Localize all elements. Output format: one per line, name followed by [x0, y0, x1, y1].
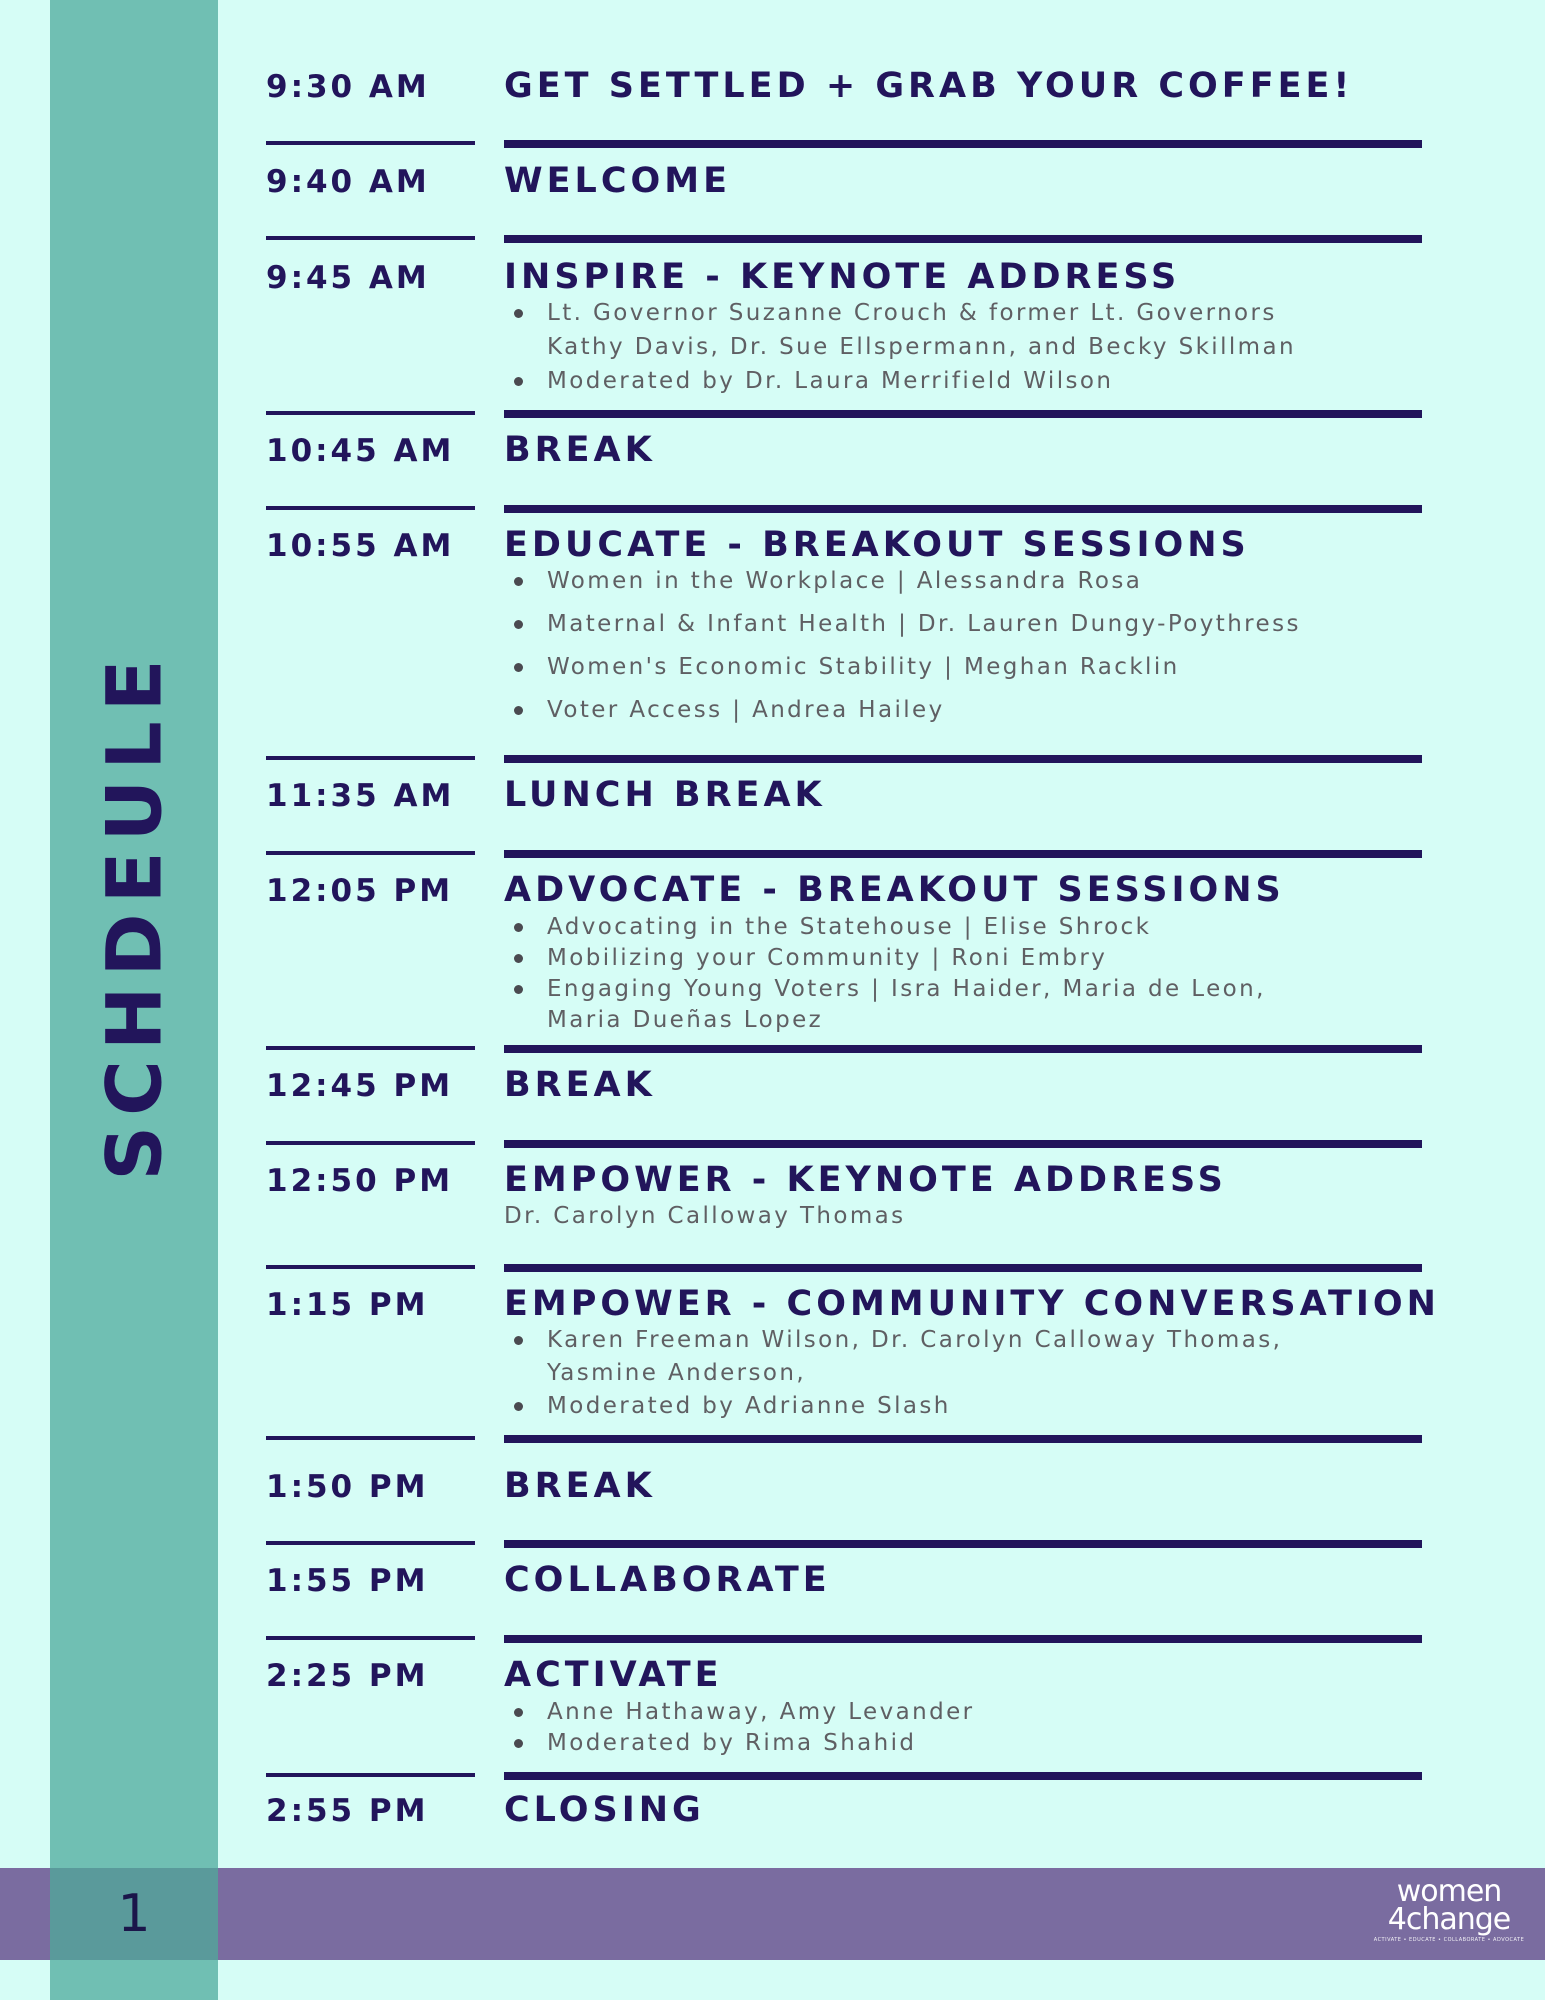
time-label: 10:45 AM: [266, 433, 455, 469]
logo-word-top: women: [1396, 1874, 1502, 1909]
session-bullet: Advocating in the Statehouse | Elise Shrock: [547, 914, 1152, 940]
bullet-dot: [514, 1402, 523, 1411]
time-label: 11:35 AM: [266, 778, 455, 814]
logo-tagline: ACTIVATE • EDUCATE • COLLABORATE • ADVOCATE: [1373, 1937, 1525, 1943]
session-title: BREAK: [504, 1065, 656, 1105]
time-label: 12:45 PM: [266, 1068, 454, 1104]
time-label: 9:40 AM: [266, 164, 430, 200]
time-label: 2:55 PM: [266, 1793, 429, 1829]
session-divider: [504, 1540, 1422, 1548]
time-label: 12:05 PM: [266, 873, 454, 909]
session-divider: [504, 850, 1422, 858]
session-bullet: Women's Economic Stability | Meghan Racklin: [547, 654, 1180, 680]
session-title: INSPIRE - KEYNOTE ADDRESS: [504, 257, 1181, 297]
time-label: 10:55 AM: [266, 528, 455, 564]
bullet-dot: [514, 1336, 523, 1345]
women4change-logo: [1370, 1874, 1528, 1948]
session-bullet: Moderated by Adrianne Slash: [547, 1393, 951, 1419]
bullet-dot: [514, 706, 523, 715]
session-bullet-continuation: Kathy Davis, Dr. Sue Ellspermann, and Becky Skillman: [547, 334, 1296, 360]
bullet-dot: [514, 377, 523, 386]
time-divider: [266, 756, 475, 760]
time-label: 12:50 PM: [266, 1163, 454, 1199]
session-divider: [504, 755, 1422, 763]
bullet-dot: [514, 309, 523, 318]
session-title: EDUCATE - BREAKOUT SESSIONS: [504, 525, 1250, 565]
logo-word-bottom: 4change: [1387, 1902, 1511, 1937]
page-number-box: [50, 1868, 218, 1960]
time-divider: [266, 851, 475, 855]
session-divider: [504, 1264, 1422, 1272]
time-label: 9:30 AM: [266, 69, 430, 105]
bullet-dot: [514, 620, 523, 629]
schedule-vertical-title: SCHDEULE: [89, 649, 179, 1181]
session-title: ADVOCATE - BREAKOUT SESSIONS: [504, 870, 1285, 910]
session-bullet: Voter Access | Andrea Hailey: [547, 697, 945, 723]
time-divider: [266, 1046, 475, 1050]
session-divider: [504, 1435, 1422, 1443]
bullet-dot: [514, 1708, 523, 1717]
session-title: EMPOWER - KEYNOTE ADDRESS: [504, 1160, 1227, 1200]
session-bullet: Lt. Governor Suzanne Crouch & former Lt. Governors: [547, 300, 1277, 326]
time-divider: [266, 1773, 475, 1777]
time-divider: [266, 141, 475, 145]
time-divider: [266, 411, 475, 415]
session-divider: [504, 235, 1422, 243]
bullet-dot: [514, 1739, 523, 1748]
time-label: 1:55 PM: [266, 1563, 429, 1599]
session-bullet: Mobilizing your Community | Roni Embry: [547, 945, 1108, 971]
time-label: 2:25 PM: [266, 1658, 429, 1694]
session-divider: [504, 1045, 1422, 1053]
bullet-dot: [514, 954, 523, 963]
session-bullet: Maternal & Infant Health | Dr. Lauren Dungy-Poythress: [547, 611, 1301, 637]
session-bullet: Anne Hathaway, Amy Levander: [547, 1699, 975, 1725]
time-divider: [266, 1436, 475, 1440]
session-title: WELCOME: [504, 161, 731, 201]
session-divider: [504, 1635, 1422, 1643]
session-title: BREAK: [504, 1466, 656, 1506]
session-bullet: Women in the Workplace | Alessandra Rosa: [547, 568, 1143, 594]
time-label: 1:50 PM: [266, 1469, 429, 1505]
session-title: CLOSING: [504, 1790, 705, 1830]
session-bullet-continuation: Maria Dueñas Lopez: [547, 1007, 824, 1033]
session-divider: [504, 410, 1422, 418]
bullet-dot: [514, 577, 523, 586]
session-divider: [504, 1772, 1422, 1780]
session-bullet: Engaging Young Voters | Isra Haider, Maria de Leon,: [547, 976, 1266, 1002]
session-title: COLLABORATE: [504, 1560, 831, 1600]
time-label: 1:15 PM: [266, 1287, 429, 1323]
session-bullet: Moderated by Rima Shahid: [547, 1730, 917, 1756]
bullet-dot: [514, 923, 523, 932]
bullet-dot: [514, 985, 523, 994]
session-title: GET SETTLED + GRAB YOUR COFFEE!: [504, 66, 1354, 106]
time-divider: [266, 506, 475, 510]
session-title: LUNCH BREAK: [504, 775, 826, 815]
session-bullet: Moderated by Dr. Laura Merrifield Wilson: [547, 368, 1114, 394]
session-divider: [504, 1140, 1422, 1148]
bullet-dot: [514, 663, 523, 672]
time-divider: [266, 1141, 475, 1145]
session-speaker: Dr. Carolyn Calloway Thomas: [504, 1203, 906, 1229]
page-number: 1: [117, 1884, 151, 1944]
footer-bar: [0, 1868, 1545, 1960]
session-bullet: Karen Freeman Wilson, Dr. Carolyn Calloway Thomas,: [547, 1327, 1283, 1353]
time-divider: [266, 1541, 475, 1545]
time-divider: [266, 236, 475, 240]
time-divider: [266, 1636, 475, 1640]
session-bullet-continuation: Yasmine Anderson,: [547, 1360, 807, 1386]
session-title: EMPOWER - COMMUNITY CONVERSATION: [504, 1284, 1440, 1324]
time-divider: [266, 1265, 475, 1269]
time-label: 9:45 AM: [266, 260, 430, 296]
session-title: BREAK: [504, 430, 656, 470]
session-divider: [504, 140, 1422, 148]
session-divider: [504, 505, 1422, 513]
session-title: ACTIVATE: [504, 1655, 723, 1695]
